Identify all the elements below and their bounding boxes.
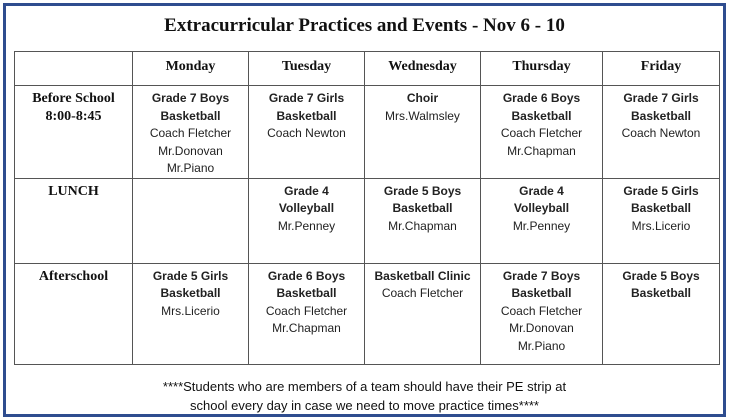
event-sport: Basketball: [630, 108, 692, 123]
day-header: Friday: [603, 52, 720, 86]
schedule-title: Extracurricular Practices and Events - Nov 6 - 10: [164, 15, 565, 36]
event-sport: Basketball: [276, 286, 337, 300]
event-cell: [133, 263, 249, 364]
coach-name: Mrs.Licerio: [161, 303, 220, 318]
coach-name: Mr.Piano: [166, 161, 215, 175]
coach-name: Mrs.Walmsley: [385, 108, 460, 123]
day-header: Wednesday: [365, 52, 481, 86]
footnote-line: ****Students who are members of a team should have their PE strip at: [162, 379, 567, 394]
event-title: Grade 5 Girls: [152, 268, 229, 283]
event-title: Grade 4: [519, 183, 564, 198]
time-slot-time: 8:00-8:45: [45, 109, 102, 124]
event-sport: Basketball: [276, 108, 337, 123]
time-slot-label: [15, 178, 133, 263]
event-cell: [481, 86, 603, 179]
event-title: Grade 7 Boys: [151, 91, 230, 105]
event-cell: [133, 178, 249, 263]
coach-name: Mr.Donovan: [509, 321, 574, 335]
event-cell: [603, 263, 720, 364]
coach-name: Mr.Chapman: [507, 143, 576, 158]
event-title: Choir: [406, 91, 439, 105]
event-sport: Basketball: [630, 286, 692, 300]
event-cell: [603, 178, 720, 263]
event-sport: Volleyball: [278, 201, 335, 215]
time-slot-name: LUNCH: [48, 183, 99, 199]
event-sport: Basketball: [511, 286, 572, 300]
event-sport: Volleyball: [513, 201, 570, 215]
time-slot-name: Before School: [32, 91, 115, 106]
coach-name: Coach Fletcher: [500, 126, 583, 140]
coach-name: Coach Fletcher: [265, 303, 348, 318]
footnote: [6, 377, 723, 415]
schedule-row: [15, 178, 720, 263]
event-title: Grade 7 Girls: [268, 91, 345, 105]
event-sport: Basketball: [392, 201, 453, 215]
day-header: Thursday: [481, 52, 603, 86]
event-cell: [249, 178, 365, 263]
schedule-table: [14, 51, 720, 365]
schedule-row: [15, 86, 720, 179]
time-slot-label: [15, 86, 133, 179]
event-title: Grade 6 Boys: [502, 91, 581, 105]
coach-name: Coach Fletcher: [381, 286, 464, 300]
event-cell: [365, 263, 481, 364]
coach-name: Coach Fletcher: [500, 303, 583, 318]
coach-name: Coach Newton: [621, 126, 701, 140]
corner-cell: [15, 52, 133, 86]
event-cell: [365, 86, 481, 179]
event-cell: [249, 263, 365, 364]
event-cell: [481, 263, 603, 364]
schedule-frame: [3, 3, 726, 417]
coach-name: Mr.Piano: [517, 338, 566, 353]
coach-name: Coach Newton: [267, 126, 346, 140]
event-title: Grade 5 Boys: [383, 183, 462, 198]
time-slot-name: Afterschool: [38, 268, 109, 284]
schedule-row: [15, 263, 720, 364]
event-title: Basketball Clinic: [374, 268, 471, 283]
day-header: Tuesday: [249, 52, 365, 86]
coach-name: Mr.Penney: [512, 218, 571, 233]
event-title: Grade 7 Girls: [623, 91, 699, 105]
event-cell: [249, 86, 365, 179]
event-sport: Basketball: [160, 286, 221, 300]
event-sport: Basketball: [160, 108, 221, 123]
coach-name: Mr.Penney: [277, 218, 336, 233]
event-title: Grade 4: [284, 183, 329, 198]
coach-name: Mr.Chapman: [272, 321, 341, 335]
coach-name: Mrs.Licerio: [631, 218, 691, 233]
event-cell: [603, 86, 720, 179]
event-cell: [481, 178, 603, 263]
coach-name: Coach Fletcher: [149, 126, 232, 140]
event-title: Grade 6 Boys: [267, 268, 346, 283]
event-title: Grade 5 Boys: [622, 268, 700, 283]
time-slot-label: [15, 263, 133, 364]
coach-name: Mr.Donovan: [158, 143, 223, 158]
event-title: Grade 7 Boys: [502, 268, 581, 283]
coach-name: Mr.Chapman: [388, 218, 457, 233]
event-sport: Basketball: [630, 201, 692, 215]
event-cell: [133, 86, 249, 179]
day-header: Monday: [133, 52, 249, 86]
event-title: Grade 5 Girls: [623, 183, 699, 198]
event-cell: [365, 178, 481, 263]
event-sport: Basketball: [511, 108, 572, 123]
footnote-line: school every day in case we need to move practice times****: [189, 398, 539, 413]
day-header-row: [15, 52, 720, 86]
